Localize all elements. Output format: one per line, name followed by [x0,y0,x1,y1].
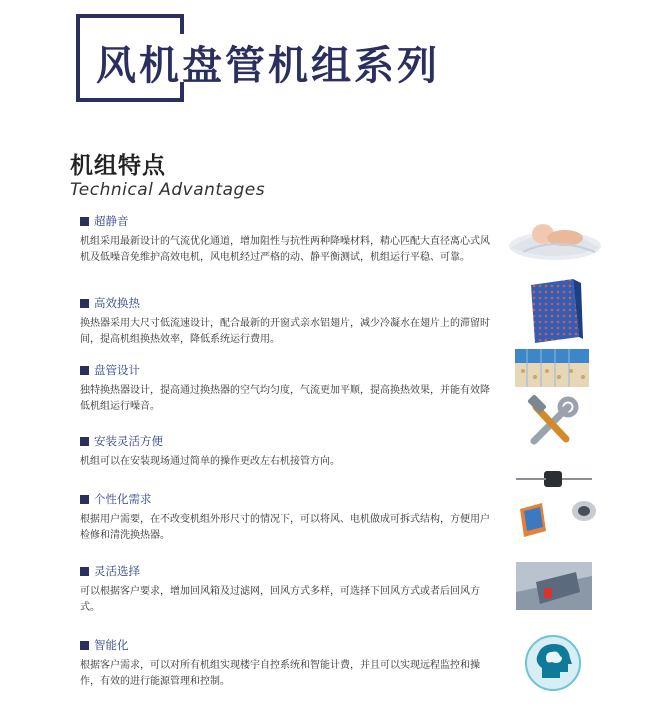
sleeping-baby-image [503,208,603,264]
bullet-square-icon [80,366,89,375]
feature-desc: 换热器采用大尺寸低流速设计，配合最新的开窗式亲水铝翅片，减少冷凝水在翅片上的滞留时间，提高机组换热效率，降低系统运行费用。 [80,318,490,345]
section-title: 机组特点 [70,153,166,179]
bullet-square-icon [80,641,89,650]
feature-desc: 机组可以在安装现场通过简单的操作更改左右机接管方向。 [80,456,340,467]
feature-title: 灵活选择 [94,564,140,578]
feature-title: 盘管设计 [94,363,140,377]
section-subtitle: Technical Advantages [70,180,266,200]
bullet-square-icon [80,217,89,226]
components-image [516,467,600,539]
feature-installation [80,433,492,470]
bullet-square-icon [80,495,89,504]
smart-head-image [524,634,582,692]
bullet-square-icon [80,299,89,308]
feature-flexible-choice [80,563,492,616]
feature-desc: 可以根据客户要求，增加回风箱及过滤网，回风方式多样，可选择下回风方式或者后回风方式。 [80,586,480,613]
feature-title: 超静音 [94,214,129,228]
feature-title: 高效换热 [94,296,140,310]
feature-title: 智能化 [94,638,129,652]
bullet-square-icon [80,567,89,576]
feature-coil-design [80,362,492,415]
feature-desc: 根据用户需要，在不改变机组外形尺寸的情况下，可以将风、电机做成可拆式结构，方便用户检修和清洗换热器。 [80,514,490,541]
feature-title: 安装灵活方便 [94,434,163,448]
filter-image [516,562,592,610]
page-title: 风机盘管机组系列 [96,43,440,89]
feature-intelligent [80,637,492,690]
feature-customization [80,491,492,544]
feature-desc: 机组采用最新设计的气流优化通道，增加阻性与抗性两种降噪材料，精心匹配大直径离心式风机及低噪音免维护高效电机，风电机经过严格的动、静平衡测试，机组运行平稳、可靠。 [80,236,490,263]
coil-image [513,347,591,391]
tools-image [524,395,580,451]
feature-heat-exchange [80,295,492,348]
heat-exchanger-image [525,277,585,347]
feature-desc: 独特换热器设计，提高通过换热器的空气均匀度，气流更加平顺，提高换热效果，并能有效降低机组运行噪音。 [80,385,490,412]
feature-desc: 根据客户需求，可以对所有机组实现楼宇自控系统和智能计费，并且可以实现远程监控和操作，有效的进行能源管理和控制。 [80,660,480,687]
feature-title: 个性化需求 [94,492,152,506]
bullet-square-icon [80,437,89,446]
feature-silent [80,213,492,266]
